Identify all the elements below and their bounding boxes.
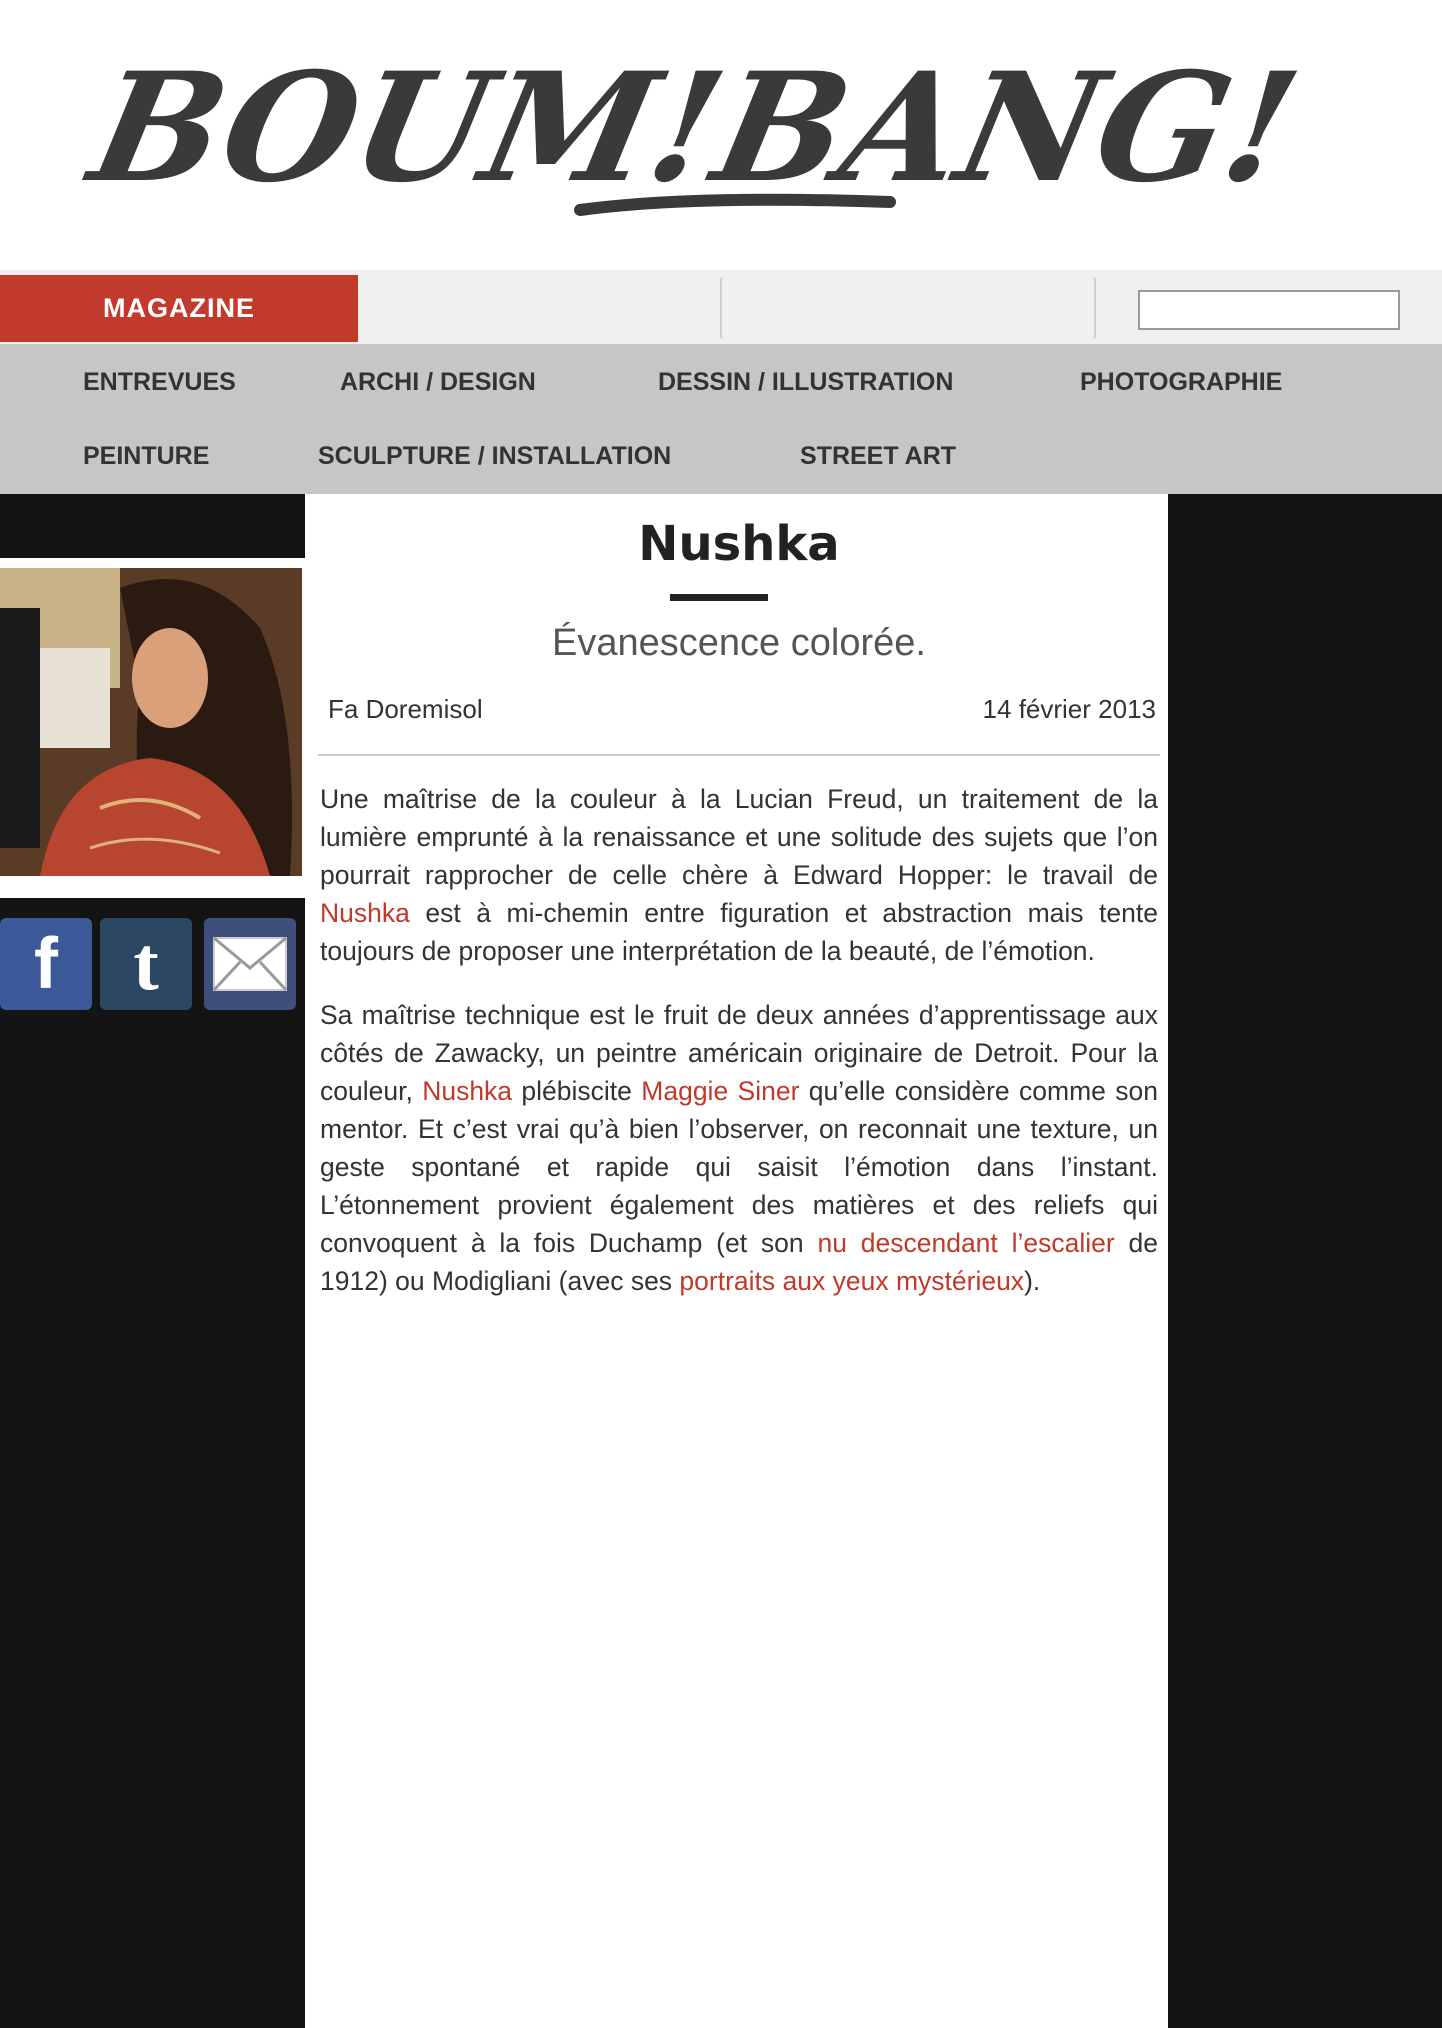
text: ). [1024, 1266, 1041, 1296]
nav-entrevues[interactable]: ENTREVUES [83, 368, 236, 396]
link-nu-descendant[interactable]: nu descendant l’escalier [817, 1228, 1115, 1258]
portrait-image [0, 568, 302, 876]
topbar-divider [720, 278, 722, 338]
article-title: Nushka [638, 516, 840, 572]
category-nav [0, 344, 1442, 494]
right-sidebar [1168, 494, 1442, 2028]
tumblr-icon: t [133, 921, 159, 1006]
paragraph [320, 780, 1158, 970]
envelope-icon [212, 936, 288, 992]
article-date: 14 février 2013 [982, 694, 1156, 724]
nav-photographie[interactable]: PHOTOGRAPHIE [1080, 368, 1283, 396]
site-header [0, 0, 1442, 270]
facebook-icon: f [34, 924, 58, 1004]
tumblr-share-button[interactable] [100, 918, 192, 1010]
search-input[interactable] [1138, 290, 1400, 330]
title-divider [670, 594, 768, 601]
svg-text:BOUM!BANG!: BOUM!BANG! [77, 39, 1313, 216]
nav-dessin-illustration[interactable]: DESSIN / ILLUSTRATION [658, 368, 954, 396]
article-photo [0, 558, 305, 898]
article-subtitle: Évanescence colorée. [552, 622, 926, 664]
link-nushka[interactable]: Nushka [320, 898, 410, 928]
tab-magazine-label: MAGAZINE [103, 293, 255, 323]
meta-divider [318, 754, 1160, 756]
email-share-button[interactable] [204, 918, 296, 1010]
nav-street-art[interactable]: STREET ART [800, 442, 957, 470]
tab-magazine[interactable] [0, 275, 358, 342]
text: plébiscite [512, 1076, 642, 1106]
link-maggie-siner[interactable]: Maggie Siner [641, 1076, 800, 1106]
site-logo[interactable] [77, 10, 1313, 250]
nav-sculpture-installation[interactable]: SCULPTURE / INSTALLATION [318, 442, 672, 470]
text: Une maîtrise de la couleur à la Lucian Freud, un traitement de la lumière emprunté à la renaissance et une solitude des sujets que l’on pourrait rapprocher de celle chère à Edward Hopper: le travail de [320, 784, 1158, 890]
text: est à mi-chemin entre figuration et abstraction mais tente toujours de proposer une interprétation de la beauté, de l’émotion. [320, 898, 1158, 966]
article-body [320, 780, 1158, 1326]
nav-peinture[interactable]: PEINTURE [83, 442, 210, 470]
facebook-share-button[interactable] [0, 918, 92, 1010]
link-nushka[interactable]: Nushka [422, 1076, 513, 1106]
link-portraits[interactable]: portraits aux yeux mystérieux [679, 1266, 1025, 1296]
article-content [310, 494, 1168, 2028]
topbar-divider [1094, 278, 1096, 338]
text: Sa maîtrise technique est le fruit de deux années d’apprentissage aux côtés de Zawacky, un peintre américain originaire de Detroit. Pour la couleur, [320, 1000, 1158, 1106]
nav-archi-design[interactable]: ARCHI / DESIGN [340, 368, 536, 396]
text: qu’elle considère comme son mentor. Et c’est vrai qu’à bien l’observer, on reconnait une texture, un geste spontané et rapide qui saisit l’émotion dans l’instant. L’étonnement provient également des matières et des reliefs qui convoquent à la fois Duchamp (et son [320, 1076, 1159, 1258]
article-author[interactable]: Fa Doremisol [328, 694, 483, 724]
text: de 1912) ou Modigliani (avec ses [320, 1228, 1159, 1296]
paragraph [320, 996, 1158, 1300]
